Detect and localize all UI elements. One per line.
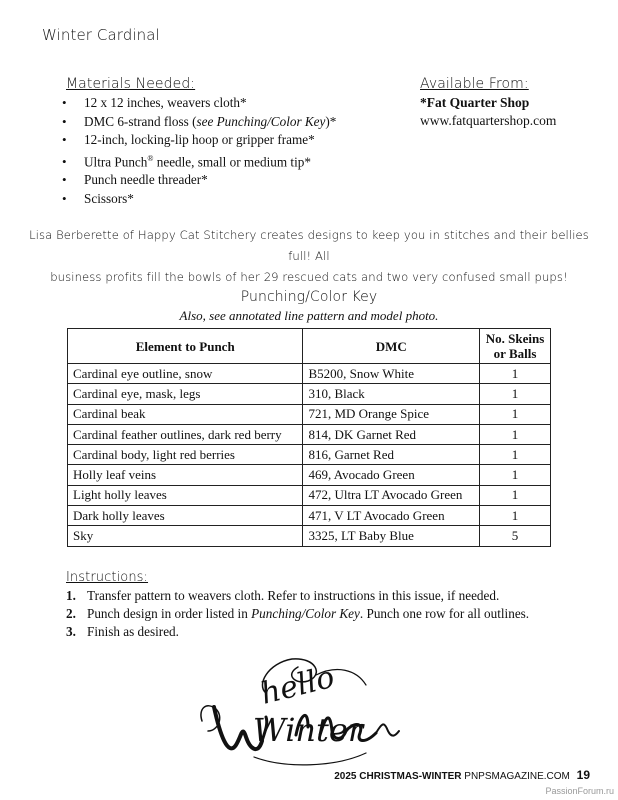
list-item: 3. Finish as desired. [66,624,179,640]
page-title: Winter Cardinal [42,26,160,44]
cell-dmc: 310, Black [303,384,480,404]
list-item: 2. Punch design in order listed in Punching/Color Key. Punch one row for all outlines. [66,606,530,622]
cell-dmc: 814, DK Garnet Red [303,424,480,444]
cell-element: Cardinal eye outline, snow [68,364,303,384]
art-word-hello: hello [257,659,338,712]
designer-bio [24,225,594,288]
list-item: • Punch needle threader* [62,171,336,190]
cell-element: Dark holly leaves [68,506,303,526]
materials-list [62,94,336,208]
cell-element: Sky [68,526,303,546]
art-word-winter: Winter [252,711,364,749]
hello-winter-lettering [196,645,402,770]
cell-quantity: 1 [480,485,551,505]
cell-element: Cardinal eye, mask, legs [68,384,303,404]
table-row [68,404,551,424]
shop-url: www.fatquartershop.com [420,113,557,128]
cell-quantity: 1 [480,465,551,485]
cell-dmc: 3325, LT Baby Blue [303,526,480,546]
cell-quantity: 1 [480,384,551,404]
cell-quantity: 5 [480,526,551,546]
cell-dmc: B5200, Snow White [303,364,480,384]
table-row [68,364,551,384]
cell-quantity: 1 [480,424,551,444]
footer-issue: 2025 CHRISTMAS-WINTER [334,771,462,782]
watermark: PassionForum.ru [545,786,614,796]
cell-dmc: 721, MD Orange Spice [303,404,480,424]
cell-quantity: 1 [480,404,551,424]
bio-line: business profits fill the bowls of her 29 rescued cats and two very confused small pups! [50,270,568,284]
table-row [68,526,551,546]
list-item: • Ultra Punch® needle, small or medium tip* [62,150,336,172]
table-row [68,465,551,485]
cell-quantity: 1 [480,506,551,526]
page-footer [334,768,590,782]
table-row [68,445,551,465]
instructions-list [66,587,529,642]
cell-element: Cardinal beak [68,404,303,424]
list-item: 1. Transfer pattern to weavers cloth. Refer to instructions in this issue, if needed. [66,588,500,603]
cell-quantity: 1 [480,364,551,384]
cell-dmc: 471, V LT Avocado Green [303,506,480,526]
table-row [68,506,551,526]
cell-dmc: 469, Avocado Green [303,465,480,485]
color-key-table [67,328,551,547]
key-subtitle: Also, see annotated line pattern and model photo. [179,308,439,323]
shop-name: *Fat Quarter Shop [420,95,530,110]
cell-dmc: 472, Ultra LT Avocado Green [303,485,480,505]
table-row [68,485,551,505]
column-header: DMC [303,329,480,364]
bio-line: Lisa Berberette of Happy Cat Stitchery creates designs to keep you in stitches and their bellies full! All [29,228,589,263]
list-item: • 12 x 12 inches, weavers cloth* [62,94,336,113]
footer-site: PNPSMAGAZINE.COM [464,771,570,782]
column-header: Element to Punch [68,329,303,364]
list-item: • 12-inch, locking-lip hoop or gripper frame* [62,131,336,150]
cell-dmc: 816, Garnet Red [303,445,480,465]
table-row [68,384,551,404]
instructions-heading: Instructions: [66,570,149,585]
column-header: No. Skeins or Balls [480,329,551,364]
cell-element: Holly leaf veins [68,465,303,485]
list-item: • Scissors* [62,190,336,209]
key-title: Punching/Color Key [240,289,378,305]
table-header-row [68,329,551,364]
table-row [68,424,551,444]
cell-element: Cardinal body, light red berries [68,445,303,465]
list-item: • DMC 6-strand floss (see Punching/Color Key)* [62,113,336,132]
cell-quantity: 1 [480,445,551,465]
page-number: 19 [576,768,590,782]
cell-element: Cardinal feather outlines, dark red berry [68,424,303,444]
available-heading: Available From: [420,76,529,92]
materials-heading: Materials Needed: [66,76,196,92]
cell-element: Light holly leaves [68,485,303,505]
